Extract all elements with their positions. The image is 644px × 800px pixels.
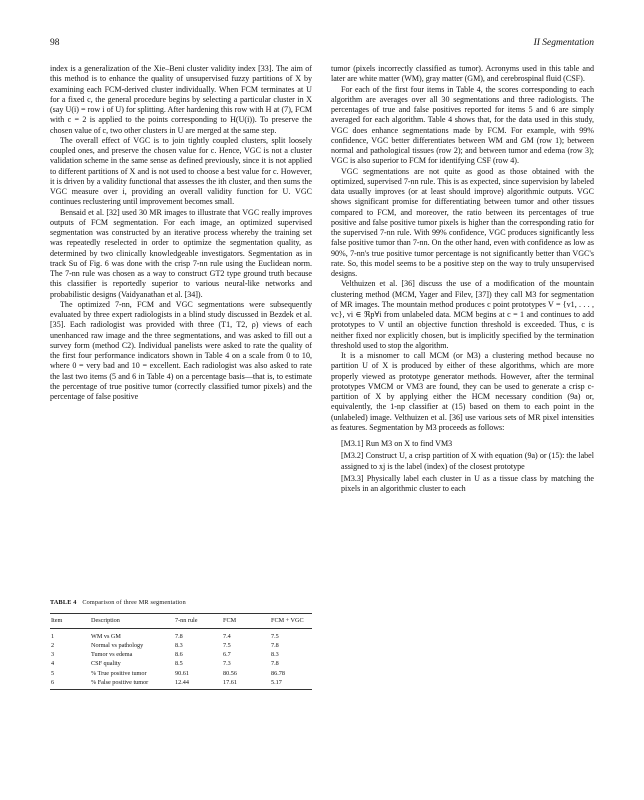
table-row <box>50 659 312 668</box>
right-column <box>331 64 594 754</box>
column-header: Item <box>50 614 90 628</box>
table-cell: 4 <box>51 660 55 668</box>
table-cell: Normal vs pathology <box>91 641 144 649</box>
table-cell: 8.3 <box>271 651 279 659</box>
left-paragraph-3: Bensaid et al. [32] used 30 MR images to illustrate that VGC really improves outputs of FCM segmentation. For each image, an optimized supervised segmentation was constructed by an iterative process whereby the training set was repeatedly reselected in order to optimize the segmentation quality, as determined by two clinically knowledgeable investigators. Segmentation as in track Su of Fig. 6 was done with the crisp 7-nn rule using the Euclidean norm. The 7-nn rule was chosen as a way to construct GT2 type ground truth because this classifier is reportedly superior to various neural-like networks and probabilistic designs (Vaidyanathan et al. [34]). <box>50 207 312 299</box>
table-cell: 5 <box>51 669 55 677</box>
table-row <box>50 628 312 641</box>
left-paragraph-4: The optimized 7-nn, FCM and VGC segmentations were subsequently evaluated by three expert radiologists in a blind study discussed in Bezdek et al. [35]. Each radiologist was provided with three (T1, T2, ρ) views of each unenhanced raw image and the three segmentations, and was asked to fill out a survey form (method C2). Individual panelists were asked to rate the quality of the first four performance indicators shown in Table 4 on a scale from 0 to 10, where 0 = very bad and 10 = excellent. Each radiologist was also asked to rate the last two items (5 and 6 in Table 4) on a percentage basis—that is, to estimate the percentage of true positive tumor (correctly classified tumor pixels) and the percentage of false positive <box>50 299 312 401</box>
table-header-row <box>50 614 312 628</box>
table-cell: 7.3 <box>223 660 231 668</box>
table-cell: CSF quality <box>91 660 121 668</box>
running-header <box>50 38 594 52</box>
right-paragraph-5: It is a misnomer to call MCM (or M3) a clustering method because no partition U of X is produced by either of these algorithms, which are more properly viewed as prototype generator methods. However, after the terminal prototypes VMCM or VM3 are found, they can be used to generate a crisp c-partition of X by applying either the HCM necessary condition (9a) or, equivalently, the 1-np classifier at (15) based on them to each point in the (unlabeled) image. Velthuizen et al. [36] use various sets of MR pixel intensities as features. Segmentation by M3 proceeds as follows: <box>331 351 594 432</box>
table-cell: 17.61 <box>222 678 270 690</box>
table-number: TABLE 4 <box>50 599 77 606</box>
table-cell: WM vs GM <box>91 632 121 640</box>
table-cell: 7.5 <box>271 632 279 640</box>
table-cell: % False positive tumor <box>90 678 174 690</box>
table-cell: 6.7 <box>223 651 231 659</box>
right-paragraph-4: Velthuizen et al. [36] discuss the use of a modification of the mountain clustering method (MCM, Yager and Filev, [37]) they call M3 for segmentation of MR images. The mountain method produces c point prototypes V = {v1, . . . , vc}, vi ∈ ℜp∀i from unlabeled data. MCM begins at c = 1 and continues to add prototypes to V until an objective function threshold is exceeded. Thus, c is neither fixed nor explicitly chosen, but is implicitly specified by the termination threshold used to stop the algorithm. <box>331 279 594 350</box>
table-cell: 7.5 <box>223 641 231 649</box>
left-paragraph-1: index is a generalization of the Xie–Beni cluster validity index [33]. The aim of this method is to enhance the quality of unsupervised fuzzy partitions of X by examining each FCM-derived cluster individually. When FCM terminates at U for a fixed c, the general procedure begins by selecting a particular cluster in X (say U(i) = row i of U) for splitting. After hardening this row with H at (7), FCM with c = 2 is applied to the points corresponding to H(U(i)). To preserve the chosen value of c, two other clusters in U are merged at the same step. <box>50 64 312 135</box>
table-cell: 1 <box>51 632 55 640</box>
table-4 <box>50 598 312 690</box>
table-row <box>50 669 312 678</box>
table-cell: 12.44 <box>174 678 222 690</box>
page-number: 98 <box>50 38 60 48</box>
table-cell: 7.8 <box>271 641 279 649</box>
table-cell: 7.8 <box>271 660 279 668</box>
table-cell: 3 <box>51 651 55 659</box>
table-cell: Tumor vs edema <box>91 651 133 659</box>
table-caption <box>50 598 312 607</box>
table-cell: 2 <box>51 641 55 649</box>
table-cell: 6 <box>50 678 90 690</box>
table-row <box>50 678 312 690</box>
column-header: FCM + VGC <box>270 614 312 628</box>
comparison-table <box>50 613 312 690</box>
table-row <box>50 650 312 659</box>
right-paragraph-1: tumor (pixels incorrectly classified as tumor). Acronyms used in this table and later are white matter (WM), gray matter (GM), and cerebrospinal fluid (CSF). <box>331 64 594 84</box>
m3-step: [M3.3] Physically label each cluster in U as a tissue class by matching the pixels in an algorithmic cluster to each <box>341 473 594 493</box>
table-cell: 5.17 <box>270 678 312 690</box>
left-column <box>50 64 312 589</box>
column-header: FCM <box>222 614 270 628</box>
right-paragraph-2: For each of the first four items in Table 4, the scores corresponding to each algorithm are averages over all 30 segmentations and three radiologists. The percentages of true and false positives reported for items 5 and 6 are simply averaged for each algorithm. Table 4 shows that, for the data used in this study, VGC does enhance segmentations made by FCM. For example, with 99% confidence, VGC better differentiates between WM and GM (row 1); between normal and pathological tissues (row 2); and between tumor and edema (row 3); VGC is also superior to FCM for identifying CSF (row 4). <box>331 84 594 166</box>
right-paragraph-3: VGC segmentations are not quite as good as those obtained with the optimized, supervised 7-nn rule. This is as expected, since supervision by labeled data usually improves (or at least should improve) algorithmic outputs. VGC shows significant promise for differentiating between tumor and other tissues compared to FCM, and moreover, the ratio between its percentages of true positive and false positive tumor pixels is higher than the corresponding ratio for the supervised 7-nn rule. With 99% confidence, VGC produces significantly less false positive tumor than 7-nn. On the other hand, even with confidence as low as 90%, 7-nn's true positive tumor percentage is not significantly better than VGC's rate. So, this model seems to be a positive step on the way to truly unsupervised designs. <box>331 166 594 278</box>
table-cell: 8.3 <box>175 641 183 649</box>
table-cell: 8.6 <box>175 651 183 659</box>
left-paragraph-2: The overall effect of VGC is to join tightly coupled clusters, split loosely coupled ones, and preserve the chosen value for c. Hence, VGC is not a cluster validation scheme in the same sense as defined previously, since it is not applied to different partitions of X and is not used to choose a best value for c. However, it is driven by a validity functional that assesses the ith cluster, and then sums the VGC measure over i, providing an overall validity function for U. VGC continues reclustering until improvement becomes small. <box>50 135 312 207</box>
m3-step: [M3.1] Run M3 on X to find VM3 <box>341 439 453 448</box>
column-header: 7-nn rule <box>174 614 222 628</box>
table-cell: 7.4 <box>223 632 231 640</box>
table-cell: % True positive tumor <box>91 669 147 677</box>
m3-step: [M3.2] Construct U, a crisp partition of X with equation (9a) or (15): the label assigned to xj is the label (index) of the closest prototype <box>341 451 594 471</box>
table-caption-text: Comparison of three MR segmentation <box>82 599 186 606</box>
table-cell: 8.5 <box>175 660 183 668</box>
section-title: II Segmentation <box>533 38 594 48</box>
table-row <box>50 641 312 650</box>
table-cell: 7.8 <box>175 632 183 640</box>
column-header: Description <box>90 614 174 628</box>
m3-steps <box>331 439 594 494</box>
table-cell: 86.78 <box>271 669 285 677</box>
table-cell: 90.61 <box>175 669 189 677</box>
table-cell: 80.56 <box>223 669 237 677</box>
